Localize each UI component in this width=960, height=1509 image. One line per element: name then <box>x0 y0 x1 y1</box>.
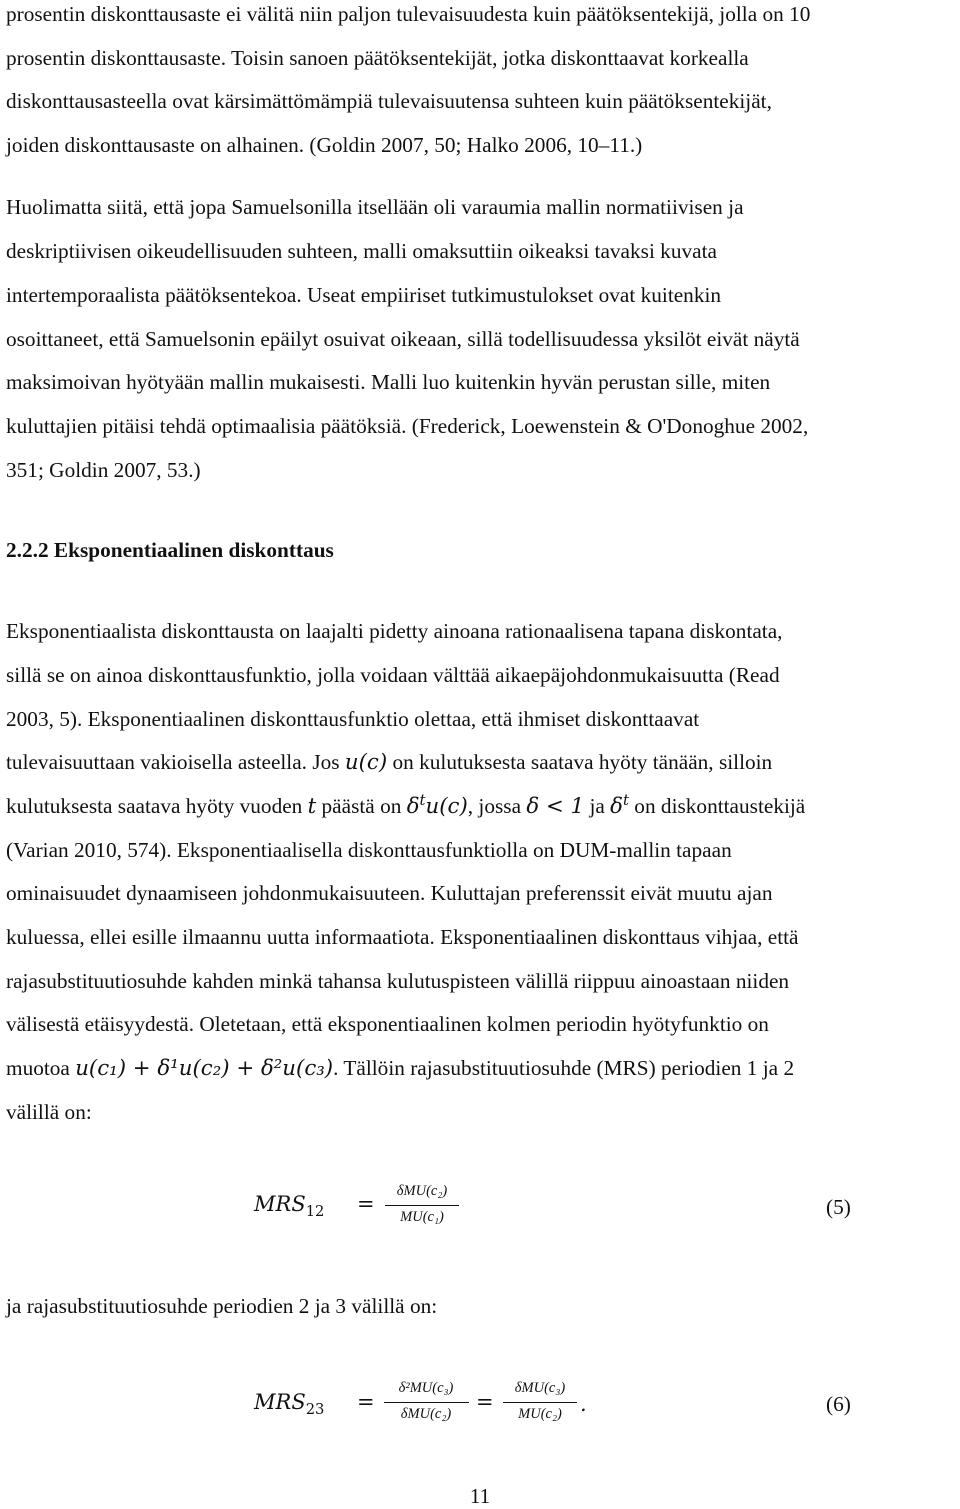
text-line: joiden diskonttausaste on alhainen. (Goldin 2007, 50; Halko 2006, 10–11.) <box>6 133 643 157</box>
text-run: ja <box>584 794 611 818</box>
math-superscript: t <box>419 790 426 809</box>
fraction-bar <box>385 1205 459 1206</box>
text-line: ominaisuudet dynaamiseen johdonmukaisuuteen. Kuluttajan preferenssit eivät muutu ajan <box>6 881 773 905</box>
fraction-numerator: δ²MU(c₃) <box>398 1380 454 1396</box>
text-line: Eksponentiaalista diskonttausta on laajalti pidetty ainoana rationaalisena tapana diskontata, <box>6 619 783 643</box>
equation-lhs <box>254 1192 325 1221</box>
text-line: välillä on: <box>6 1100 92 1124</box>
text-line <box>6 792 956 821</box>
inline-math <box>610 790 629 819</box>
equals-sign: = <box>357 1192 375 1216</box>
text-run: päästä on <box>316 794 407 818</box>
text-line <box>6 1054 956 1083</box>
text-line: (Varian 2010, 574). Eksponentiaalisella diskonttausfunktiolla on DUM-mallin tapaan <box>6 838 732 862</box>
text-line: 2003, 5). Eksponentiaalinen diskonttausfunktio olettaa, että ihmiset diskonttaavat <box>6 707 700 731</box>
math-symbol: δ <box>406 794 420 819</box>
inline-math: u(c) <box>344 750 388 775</box>
fraction-bar <box>503 1402 577 1403</box>
text-line: välisestä etäisyydestä. Oletetaan, että eksponentiaalinen kolmen periodin hyötyfunktio on <box>6 1012 769 1036</box>
text-line: diskonttausasteella ovat kärsimättömämpiä tulevaisuutensa suhteen kuin päätöksentekijät, <box>6 89 772 113</box>
text-line <box>6 748 956 777</box>
equation-number: (5) <box>826 1195 851 1219</box>
math-symbol: MRS <box>254 1192 306 1216</box>
text-line: 351; Goldin 2007, 53.) <box>6 458 201 482</box>
text-line: kuluessa, ellei esille ilmaannu uutta informaatiota. Eksponentiaalinen diskonttaus vihjaa, että <box>6 925 799 949</box>
text-line: prosentin diskonttausaste. Toisin sanoen päätöksentekijät, jotka diskonttaavat korkealla <box>6 46 749 70</box>
text-run: tulevaisuuttaan vakioisella asteella. Jos <box>6 750 345 774</box>
text-line: sillä se on ainoa diskonttausfunktio, jolla voidaan välttää aikaepäjohdonmukaisuutta (Read <box>6 663 780 687</box>
equals-sign: = <box>476 1390 494 1414</box>
equation-lhs <box>254 1390 325 1419</box>
math-symbol: δ <box>610 794 623 819</box>
equation-number: (6) <box>826 1392 851 1416</box>
math-subscript: 12 <box>305 1203 325 1221</box>
text-line: Huolimatta siitä, että jopa Samuelsonilla itsellään oli varaumia mallin normatiivisen ja <box>6 195 744 219</box>
fraction-denominator: MU(c₂) <box>518 1406 562 1422</box>
text-run: . Tällöin rajasubstituutiosuhde (MRS) periodien 1 ja 2 <box>333 1056 795 1080</box>
text-run: kulutuksesta saatava hyöty vuoden <box>6 794 308 818</box>
text-run: on diskonttaustekijä <box>628 794 806 818</box>
fraction-denominator: MU(c₁) <box>400 1209 444 1225</box>
text-line: kuluttajien pitäisi tehdä optimaalisia päätöksiä. (Frederick, Loewenstein & O'Donoghue 2002, <box>6 414 809 438</box>
page-number: 11 <box>469 1484 491 1508</box>
equals-sign: = <box>357 1390 375 1414</box>
text-line: osoittaneet, että Samuelsonin epäilyt osuivat oikeaan, sillä todellisuudessa yksilöt eivät näytä <box>6 327 800 351</box>
math-symbol: u(c) <box>425 794 468 819</box>
text-line: intertemporaalista päätöksentekoa. Useat empiiriset tutkimustulokset ovat kuitenkin <box>6 283 722 307</box>
text-run: muotoa <box>6 1056 76 1080</box>
section-heading: 2.2.2 Eksponentiaalinen diskonttaus <box>6 538 334 562</box>
inline-math: u(c₁) + δ¹u(c₂) + δ²u(c₃) <box>75 1056 334 1081</box>
text-line: rajasubstituutiosuhde kahden minkä tahansa kulutuspisteen välillä riippuu ainoastaan niiden <box>6 969 790 993</box>
fraction-denominator: δMU(c₂) <box>400 1406 452 1422</box>
text-run: , jossa <box>467 794 527 818</box>
text-line: deskriptiivisen oikeudellisuuden suhteen, malli omaksuttiin oikeaksi tavaksi kuvata <box>6 239 717 263</box>
inline-math <box>406 790 468 819</box>
text-line: prosentin diskonttausaste ei välitä niin paljon tulevaisuudesta kuin päätöksentekijä, jolla on 10 <box>6 2 811 26</box>
period-mark: . <box>580 1392 587 1416</box>
inline-math: δ < 1 <box>526 794 585 819</box>
fraction-bar <box>384 1402 469 1403</box>
text-line: ja rajasubstituutiosuhde periodien 2 ja 3 välillä on: <box>6 1294 438 1318</box>
fraction-numerator: δMU(c₃) <box>514 1380 566 1396</box>
math-symbol: MRS <box>254 1390 306 1414</box>
math-superscript: t <box>622 790 629 809</box>
text-run: on kulutuksesta saatava hyöty tänään, silloin <box>387 750 773 774</box>
inline-math: t <box>307 794 317 819</box>
math-subscript: 23 <box>305 1401 325 1419</box>
fraction-numerator: δMU(c₂) <box>396 1183 448 1199</box>
text-line: maksimoivan hyötyään mallin mukaisesti. Malli luo kuitenkin hyvän perustan sille, miten <box>6 370 771 394</box>
